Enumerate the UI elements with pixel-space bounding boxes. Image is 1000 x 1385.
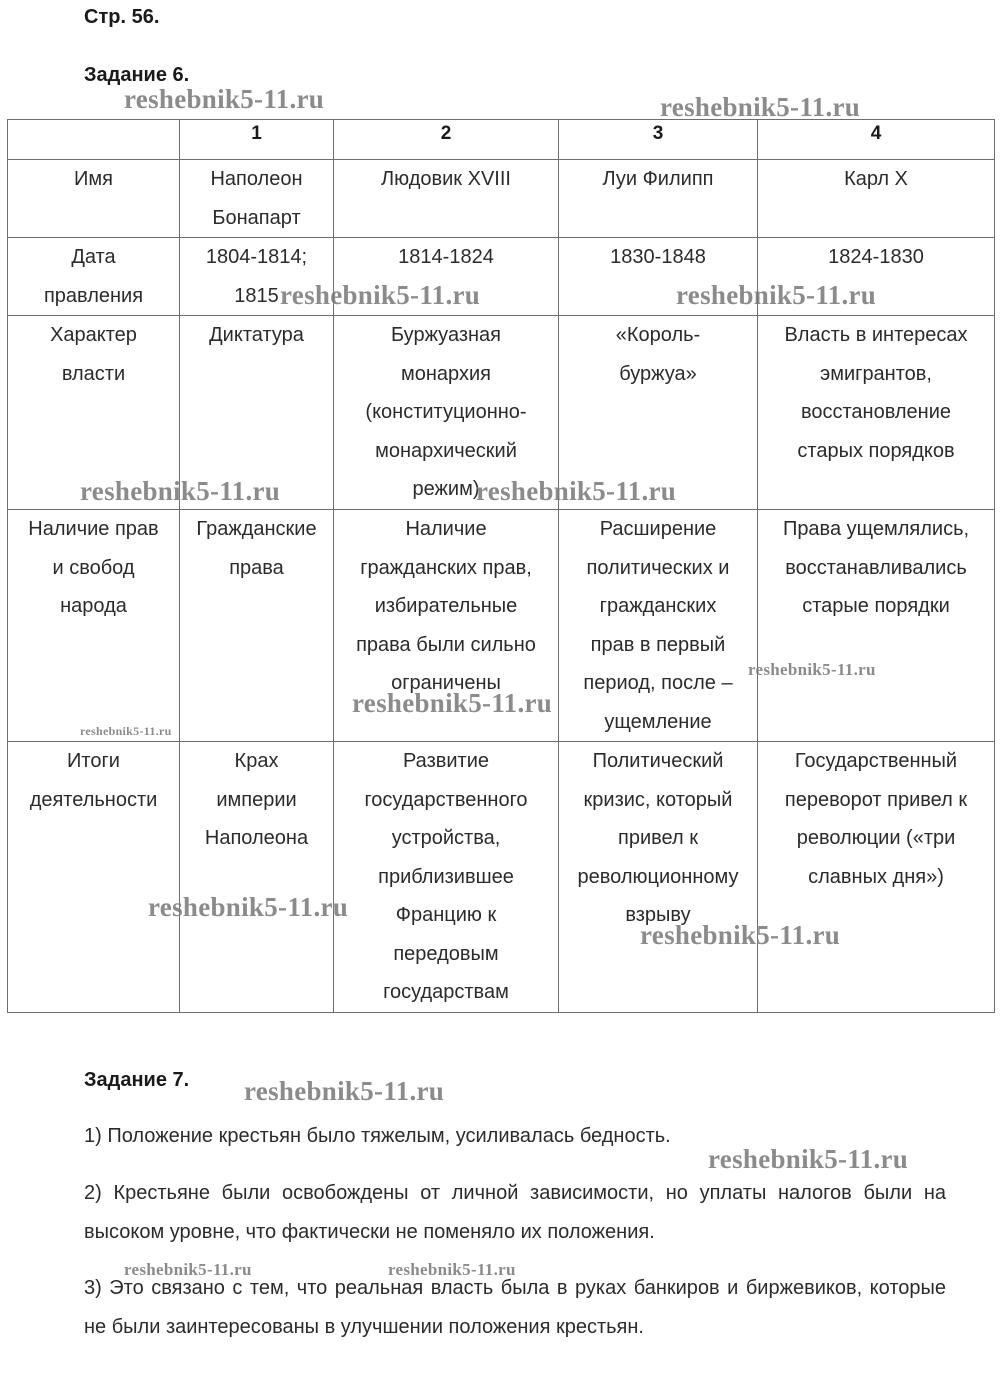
row-label: Характер власти	[8, 316, 180, 510]
watermark: reshebnik5-11.ru	[388, 1260, 516, 1279]
watermark: reshebnik5-11.ru	[244, 1076, 445, 1106]
header-cell: 1	[180, 120, 334, 160]
watermark: reshebnik5-11.ru	[660, 92, 861, 122]
answer-item: 1) Положение крестьян было тяжелым, усиливалась бедность.	[84, 1125, 671, 1147]
watermark: reshebnik5-11.ru	[148, 892, 349, 922]
table-cell: 1814-1824	[334, 238, 559, 316]
task7-title: Задание 7.	[84, 1069, 190, 1091]
watermark: reshebnik5-11.ru	[708, 1144, 909, 1174]
table-cell: 1824-1830	[758, 238, 995, 316]
table-row	[8, 316, 995, 510]
header-cell: 2	[334, 120, 559, 160]
row-label: Наличие прав и свобод народа	[8, 510, 180, 742]
row-label: Дата правления	[8, 238, 180, 316]
table-cell: Политический кризис, который привел к революционному взрыву	[559, 742, 758, 1013]
watermark: reshebnik5-11.ru	[676, 280, 877, 310]
table-cell: 1830-1848	[559, 238, 758, 316]
header-cell: 3	[559, 120, 758, 160]
row-label: Итоги деятельности	[8, 742, 180, 1013]
table-cell: «Король- буржуа»	[559, 316, 758, 510]
task6-title: Задание 6.	[84, 64, 190, 86]
table-row	[8, 510, 995, 742]
table-cell: Наличие гражданских прав, избирательные права были сильно ограничены	[334, 510, 559, 742]
watermark: reshebnik5-11.ru	[748, 660, 876, 679]
table-row	[8, 742, 995, 1013]
table-cell: Людовик XVIII	[334, 160, 559, 238]
table-cell: Права ущемлялись, восстанавливались старые порядки	[758, 510, 995, 742]
table-cell: Наполеон Бонапарт	[180, 160, 334, 238]
table-cell: Государственный переворот привел к революции («три славных дня»)	[758, 742, 995, 1013]
table-cell: Гражданские права	[180, 510, 334, 742]
table-cell: Крах империи Наполеона	[180, 742, 334, 1013]
table-cell: Расширение политических и гражданских прав в первый период, после – ущемление	[559, 510, 758, 742]
table-row	[8, 238, 995, 316]
watermark: reshebnik5-11.ru	[124, 1260, 252, 1279]
table-cell: Развитие государственного устройства, приблизившее Францию к передовым государствам	[334, 742, 559, 1013]
page-number: Стр. 56.	[84, 6, 160, 28]
table-cell: Луи Филипп	[559, 160, 758, 238]
task6-table	[7, 119, 995, 1013]
watermark: reshebnik5-11.ru	[640, 920, 841, 950]
table-header-row	[8, 120, 995, 160]
table-row	[8, 160, 995, 238]
row-label: Имя	[8, 160, 180, 238]
table-cell: Карл X	[758, 160, 995, 238]
header-cell: 4	[758, 120, 995, 160]
watermark: reshebnik5-11.ru	[124, 84, 325, 114]
watermark: reshebnik5-11.ru	[280, 280, 481, 310]
header-cell	[8, 120, 180, 160]
answer-item: 3) Это связано с тем, что реальная власть была в руках банкиров и биржевиков, которые не были заинтересованы в улучшении положения крестьян.	[84, 1277, 946, 1338]
table-cell: Диктатура	[180, 316, 334, 510]
table-cell: 1804-1814; 1815	[180, 238, 334, 316]
watermark: reshebnik5-11.ru	[80, 476, 281, 506]
answer-item: 2) Крестьяне были освобождены от личной зависимости, но уплаты налогов были на высоком уровне, что фактически не поменяло их положения.	[84, 1182, 946, 1243]
watermark: reshebnik5-11.ru	[80, 724, 172, 738]
watermark: reshebnik5-11.ru	[476, 476, 677, 506]
table-cell: Буржуазная монархия (конституционно- монархический режим)	[334, 316, 559, 510]
table-cell: Власть в интересах эмигрантов, восстановление старых порядков	[758, 316, 995, 510]
watermark: reshebnik5-11.ru	[352, 688, 553, 718]
